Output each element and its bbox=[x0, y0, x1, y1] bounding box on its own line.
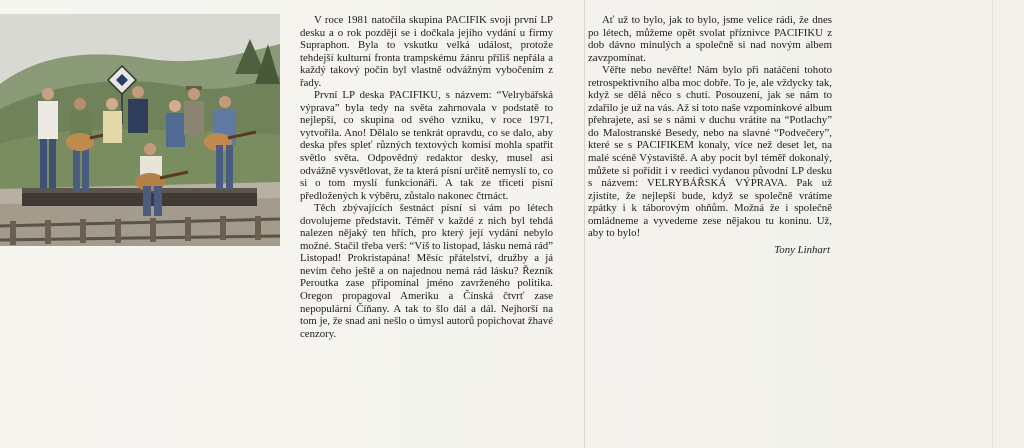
paragraph: Věřte nebo nevěřte! Nám bylo při natáčení tohoto retrospektivního alba moc dobře. To je, ale vždycky tak, když se dělá něco s chutí. Posouzení, jak se nám to zdařilo je už na vás. Až si toto naše vzpomínkové album přehrajete, asi se s námi v duchu vrátíte na “Potlachy” do Malostranské Besedy, nebo na slavné “Podvečery”, které se s PACIFIKEM konaly, více než deset let, na malé scéně Výstaviště. A aby pocit byl téměř dokonalý, můžete si pořídit i v reedici vydanou původní LP desku s názvem: VELRYBÁŘSKÁ VÝPRAVA. Pak už zjistíte, že nejlepší bude, když se společně vrátíme zpátky i k táborovým ohňům. Možná že i společně omládneme a vyvedeme zese nějakou tu koninu. Už, aby to bylo! bbox=[588, 64, 832, 240]
text-column-left bbox=[300, 14, 553, 340]
group-photo bbox=[0, 14, 280, 246]
paragraph: První LP deska PACIFIKU, s názvem: “Velrybářská výprava” byla tedy na světa zahrnovala v podstatě to nejlepší, co skupina od svého vzniku, v roce 1971, vytvořila. Ano! Dělalo se tenkrát opravdu, co se dalo, aby deska přes spleť různých textových komisí mohla spatřit světlo světa. Odpovědný redaktor desky, musel asi odvážně vysvětlovat, že ta která písní určitě nemyslí to, co si o tom myslí funkcionáři. A tak ze třiceti písní předložených k výběru, zůstalo nakonec čtrnáct. bbox=[300, 89, 553, 202]
paragraph: V roce 1981 natočila skupina PACIFIK svoji první LP desku a o rok později se i dočkala jejího vydání u firmy Supraphon. Byla to vskutku velká událost, protože tehdejší kulturní fronta trampskému žánru příliš nepřála a každý takový počin byl vlastně odvážným vybočením z řady. bbox=[300, 14, 553, 89]
text-column-right bbox=[588, 14, 832, 256]
group-photo-illustration bbox=[0, 14, 280, 246]
author-signature: Tony Linhart bbox=[774, 243, 830, 256]
page-edge-divider bbox=[992, 0, 993, 448]
page-fold-divider bbox=[584, 0, 585, 448]
paragraph: Ať už to bylo, jak to bylo, jsme velice rádi, že dnes po létech, můžeme opět svolat příznivce PACIFIKU z dob dávno minulých a společně si nad novým albem zavzpomínat. bbox=[588, 14, 832, 64]
paragraph: Těch zbývajících šestnáct písní si vám po létech dovolujeme představit. Téměř v každé z nich byl tehdá nalezen nějaký ten hřích, pro který její vydání nebylo možné. Stačil třeba verš: “Víš to listopad, lásku nemá rád” Listopad! Prokristapána! Měsíc přátelství, družby a já nevím čeho ještě a on najednou nemá rád lásku? Řezník Peroutka zase připomínal jméno zavrženého politika. Oregon propagoval Ameriku a Čínská čtvrť zase nepopulární Číňany. A tak to šlo dál a dál. Nejhorší na tom je, že snad ani nešlo o úmysl autorů popichovat žhavé cenzory. bbox=[300, 202, 553, 340]
